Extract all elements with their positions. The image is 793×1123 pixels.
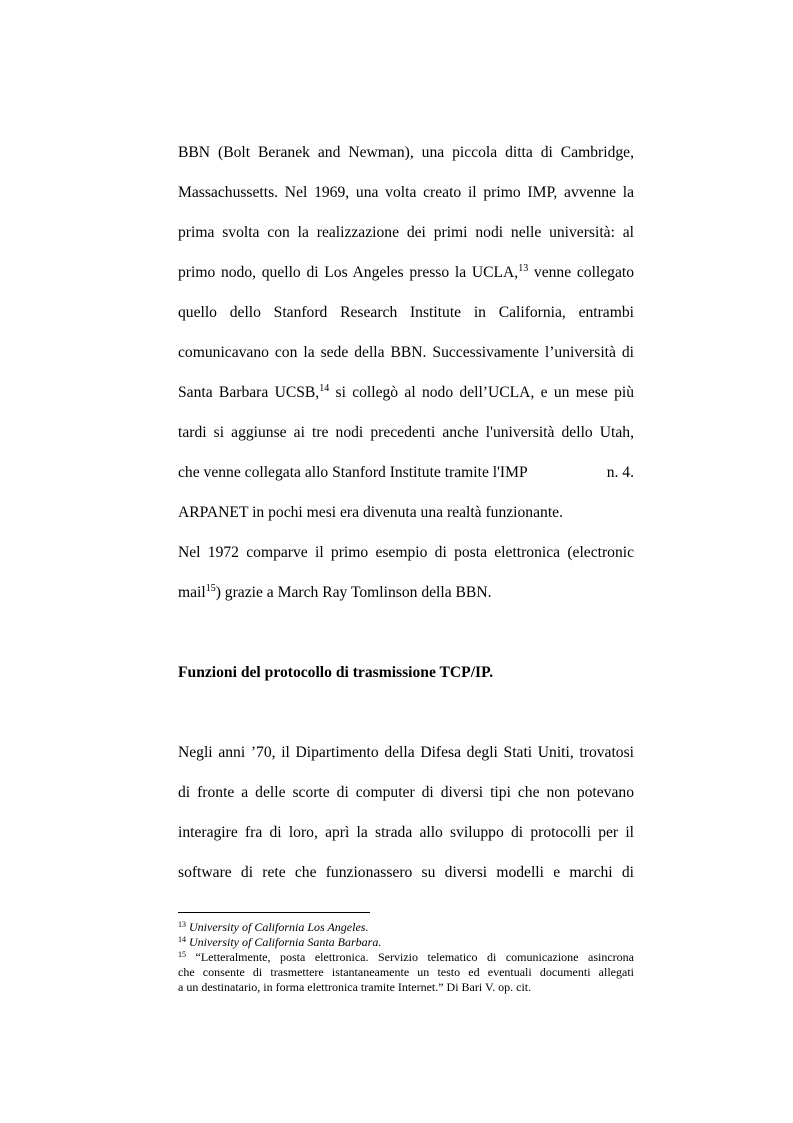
body-text: primo nodo, quello di Los Angeles presso la UCLA, <box>178 264 519 281</box>
footnote-text: University of California Santa Barbara. <box>189 935 382 949</box>
footnote-ref-13[interactable]: 13 <box>518 263 529 274</box>
body-text: venne collegato <box>528 264 635 281</box>
footnote-text: University of California Los Angeles. <box>189 920 369 934</box>
body-text-line: software di rete che funzionassero su diversi modelli e marchi di <box>178 864 634 881</box>
body-text-line <box>178 383 634 403</box>
body-text-line: di fronte a delle scorte di computer di diversi tipi che non potevano <box>178 784 634 801</box>
footnote-13 <box>178 920 634 935</box>
body-text-line: quello dello Stanford Research Institute in California, entrambi <box>178 304 634 321</box>
body-text-line: tardi si aggiunse ai tre nodi precedenti anche l'università dello Utah, <box>178 424 634 441</box>
body-text-line: interagire fra di loro, aprì la strada allo sviluppo di protocolli per il <box>178 824 634 841</box>
section-heading: Funzioni del protocollo di trasmissione TCP/IP. <box>178 664 494 681</box>
body-text: Santa Barbara UCSB, <box>178 384 320 401</box>
footnote-15-line: a un destinatario, in forma elettronica tramite Internet.” Di Bari V. op. cit. <box>178 980 532 994</box>
body-text-line: prima svolta con la realizzazione dei primi nodi nelle università: al <box>178 224 634 241</box>
body-text: mail <box>178 584 206 601</box>
body-text: che venne collegata allo Stanford Institute tramite l'IMP <box>178 464 528 481</box>
footnote-14 <box>178 935 634 950</box>
footnote-15-line: che consente di trasmettere istantaneamente un testo ed eventuali documenti allegati <box>178 965 634 979</box>
body-text: ) grazie a March Ray Tomlinson della BBN. <box>215 584 492 601</box>
body-text: si collegò al nodo dell’UCLA, e un mese più <box>329 384 634 401</box>
body-text-line: Nel 1972 comparve il primo esempio di posta elettronica (electronic <box>178 544 634 561</box>
footnote-ref-15[interactable]: 15 <box>205 583 216 594</box>
body-text-line: comunicavano con la sede della BBN. Successivamente l’università di <box>178 344 634 361</box>
body-text-line <box>178 583 634 603</box>
footnote-separator <box>178 912 370 913</box>
body-text: n. 4. <box>606 464 634 481</box>
body-text-line: BBN (Bolt Beranek and Newman), una piccola ditta di Cambridge, <box>178 144 634 161</box>
body-text-line: Negli anni ’70, il Dipartimento della Difesa degli Stati Uniti, trovatosi <box>178 744 634 761</box>
footnote-15 <box>178 950 634 965</box>
footnote-ref-14[interactable]: 14 <box>319 383 330 394</box>
body-text-line: ARPANET in pochi mesi era divenuta una realtà funzionante. <box>178 504 563 521</box>
footnote-number: 13 <box>178 920 186 929</box>
body-text-line <box>178 263 634 283</box>
footnote-number: 15 <box>178 950 186 959</box>
body-text-line: Massachussetts. Nel 1969, una volta creato il primo IMP, avvenne la <box>178 184 634 201</box>
footnote-number: 14 <box>178 935 186 944</box>
footnote-text: “Letteralmente, posta elettronica. Servizio telematico di comunicazione asincrona <box>186 950 634 964</box>
